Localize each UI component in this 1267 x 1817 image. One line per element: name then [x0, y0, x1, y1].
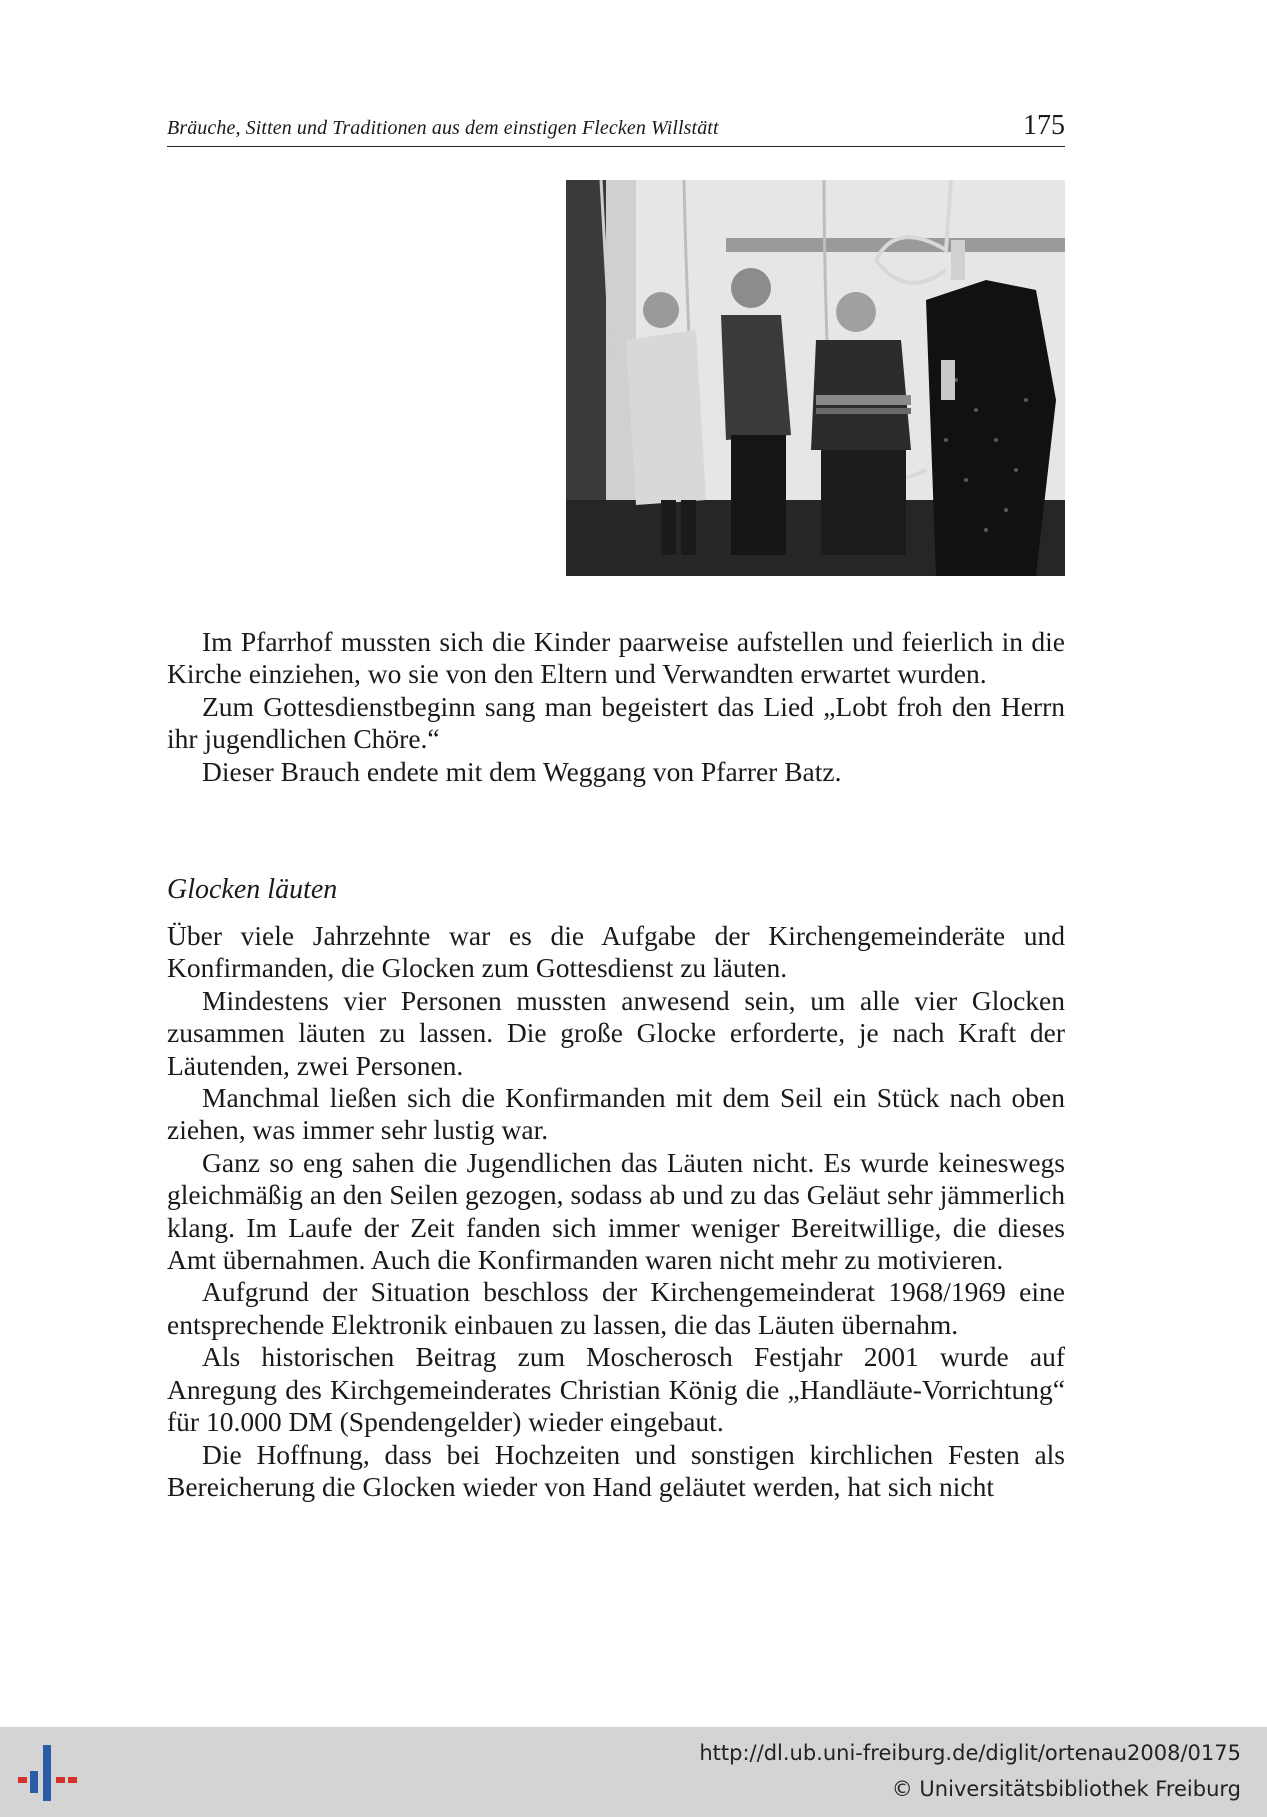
running-title: Bräuche, Sitten und Traditionen aus dem einstigen Flecken Willstätt — [167, 117, 719, 139]
paragraph: Die Hoffnung, dass bei Hochzeiten und sonstigen kirchlichen Festen als Bereicherung die Glocken wieder von Hand geläutet werden, hat sich nicht — [167, 1438, 1065, 1502]
paragraph: Über viele Jahrzehnte war es die Aufgabe der Kirchengemeinderäte und Konfirmanden, die Glocken zum Gottesdienst zu läuten. — [167, 920, 1065, 984]
footer-copyright: © Universitätsbibliothek Freiburg — [891, 1777, 1241, 1801]
footer-bar — [0, 1727, 1267, 1817]
paragraph: Dieser Brauch endete mit dem Weggang von Pfarrer Batz. — [202, 755, 842, 787]
running-header — [167, 108, 1065, 147]
bell-ringing-photo — [566, 180, 1065, 576]
paragraph: Manchmal ließen sich die Konfirmanden mit dem Seil ein Stück nach oben ziehen, was immer sehr lustig war. — [167, 1082, 1065, 1146]
footer-url-link[interactable]: http://dl.ub.uni-freiburg.de/diglit/ortenau2008/0175 — [699, 1741, 1241, 1765]
paragraph: Zum Gottesdienstbeginn sang man begeistert das Lied „Lobt froh den Herrn ihr jugendlichen Chöre.“ — [167, 690, 1065, 755]
body-text-section — [167, 920, 1065, 1503]
paragraph: Als historischen Beitrag zum Moscherosch Festjahr 2001 wurde auf Anregung des Kirchgemeinderates Christian König die „Handläute-Vorrichtung“ für 10.000 DM (Spendengelder) wieder eingebaut. — [167, 1341, 1065, 1438]
paragraph: Im Pfarrhof mussten sich die Kinder paarweise aufstellen und feierlich in die Kirche einziehen, wo sie von den Eltern und Verwandten erwartet wurden. — [167, 626, 1065, 690]
black-and-white-photo-icon — [566, 180, 1065, 576]
ub-freiburg-logo-icon — [16, 1743, 78, 1803]
section-heading: Glocken läuten — [167, 874, 338, 905]
paragraph: Aufgrund der Situation beschloss der Kirchengemeinderat 1968/1969 eine entsprechende Elektronik einbauen zu lassen, die das Läuten übernahm. — [167, 1276, 1065, 1340]
paragraph: Mindestens vier Personen mussten anwesend sein, um alle vier Glocken zusammen läuten zu lassen. Die große Glocke erforderte, je nach Kraft der Läutenden, zwei Personen. — [167, 984, 1065, 1081]
body-text-top — [167, 626, 1065, 788]
page-number: 175 — [1023, 110, 1065, 141]
paragraph: Ganz so eng sahen die Jugendlichen das Läuten nicht. Es wurde keineswegs gleichmäßig an den Seilen gezogen, sodass ab und zu das Geläut sehr jämmerlich klang. Im Laufe der Zeit fanden sich immer weniger Bereitwillige, die dieses Amt übernahmen. Auch die Konfirmanden waren nicht mehr zu motivieren. — [167, 1146, 1065, 1276]
